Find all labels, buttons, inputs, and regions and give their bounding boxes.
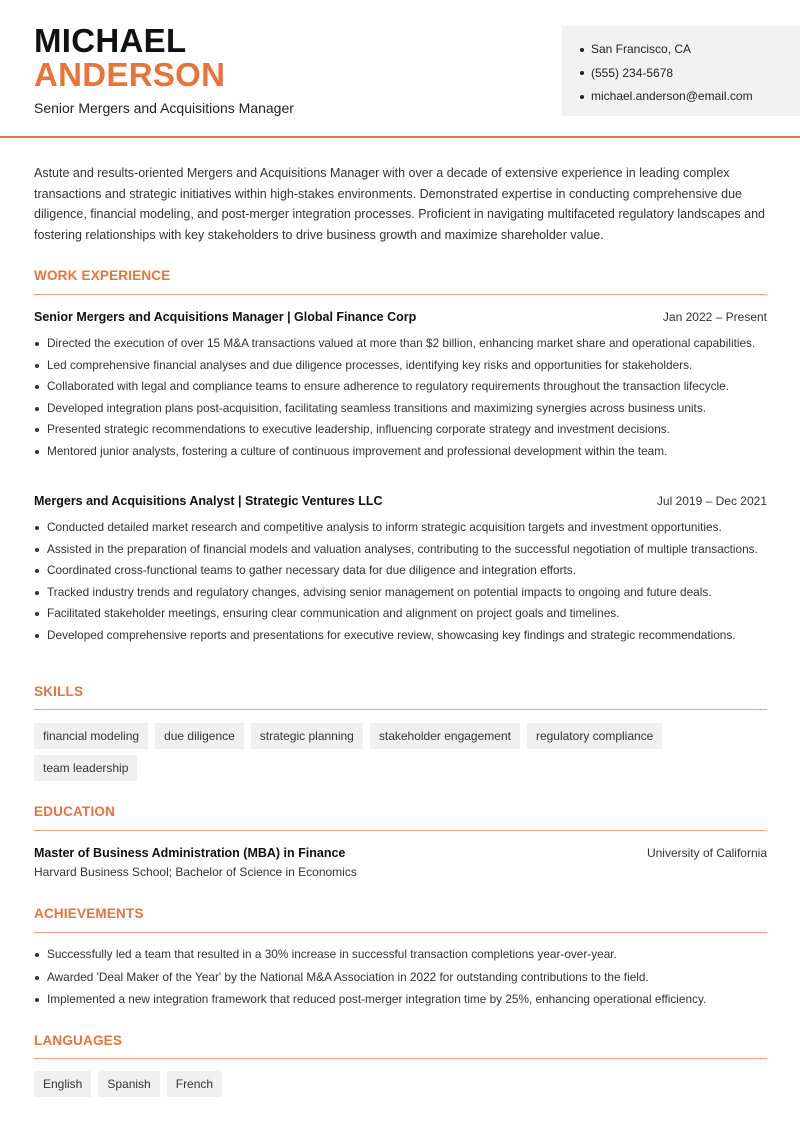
skill-tag: regulatory compliance: [527, 723, 662, 749]
skills-list: [34, 723, 774, 787]
section-title-skills: SKILLS: [34, 684, 84, 699]
degree: Master of Business Administration (MBA) in Finance: [34, 846, 346, 860]
contact-location: [580, 38, 800, 62]
education-details: Harvard Business School; Bachelor of Science in Economics: [34, 865, 357, 879]
section-title-achievements: ACHIEVEMENTS: [34, 906, 144, 921]
bullet-icon: [580, 71, 584, 75]
job-bullets-1: [34, 335, 767, 464]
bullet-icon: [580, 95, 584, 99]
section-divider: [34, 932, 767, 933]
section-title-education: EDUCATION: [34, 804, 116, 819]
phone-text: (555) 234-5678: [591, 65, 674, 80]
list-item: Developed comprehensive reports and presentations for executive review, showcasing key findings and strategic recommendations.: [34, 627, 767, 644]
skill-tag: strategic planning: [251, 723, 363, 749]
list-item: Awarded 'Deal Maker of the Year' by the National M&A Association in 2022 for outstanding contributions to the field.: [34, 969, 767, 986]
list-item: Conducted detailed market research and competitive analysis to inform strategic acquisition targets and investment opportunities.: [34, 519, 767, 536]
location-text: San Francisco, CA: [591, 42, 692, 56]
achievements-list: [34, 946, 767, 1014]
job-role: Mergers and Acquisitions Analyst | Strategic Ventures LLC: [34, 494, 383, 508]
contact-phone: [580, 62, 800, 86]
section-divider: [34, 709, 767, 710]
job-header-2: [34, 494, 767, 508]
list-item: Led comprehensive financial analyses and due diligence processes, identifying key risks and opportunities for stakeholders.: [34, 357, 767, 374]
job-dates: Jul 2019 – Dec 2021: [656, 494, 767, 508]
section-divider: [34, 1058, 767, 1059]
language-tag: English: [34, 1071, 91, 1097]
section-divider: [34, 294, 767, 295]
list-item: Directed the execution of over 15 M&A transactions valued at more than $2 billion, enhancing market share and operational capabilities.: [34, 335, 767, 352]
skill-tag: stakeholder engagement: [370, 723, 520, 749]
job-bullets-2: [34, 519, 767, 648]
language-tag: French: [167, 1071, 222, 1097]
section-title-languages: LANGUAGES: [34, 1033, 123, 1048]
list-item: Presented strategic recommendations to executive leadership, influencing corporate strategy and investment decisions.: [34, 421, 767, 438]
email-text: michael.anderson@email.com: [591, 89, 753, 103]
list-item: Mentored junior analysts, fostering a culture of continuous improvement and professional development within the team.: [34, 443, 767, 460]
university: University of California: [646, 846, 767, 860]
list-item: Collaborated with legal and compliance teams to ensure adherence to regulatory requirements throughout the transaction lifecycle.: [34, 378, 767, 395]
first-name: MICHAEL: [34, 22, 187, 59]
list-item: Coordinated cross-functional teams to gather necessary data for due diligence and integration efforts.: [34, 562, 767, 579]
skill-tag: financial modeling: [34, 723, 148, 749]
bullet-icon: [580, 48, 584, 52]
skill-tag: team leadership: [34, 755, 137, 781]
summary-paragraph: Astute and results-oriented Mergers and Acquisitions Manager with over a decade of extensive experience in leading complex transactions and strategic initiatives within high-stakes environments. Demonstrated expertise in conducting comprehensive due diligence, financial modeling, and post-merger integration processes. Proficient in navigating multifaceted regulatory landscapes and fostering relationships with key stakeholders to drive business growth and maximize shareholder value.: [34, 166, 765, 242]
list-item: Facilitated stakeholder meetings, ensuring clear communication and alignment on project goals and timelines.: [34, 605, 767, 622]
skill-tag: due diligence: [155, 723, 244, 749]
list-item: Tracked industry trends and regulatory changes, advising senior management on potential impacts to ongoing and future deals.: [34, 584, 767, 601]
job-title: Senior Mergers and Acquisitions Manager: [34, 100, 294, 116]
resume-header: [0, 0, 800, 138]
list-item: Developed integration plans post-acquisition, facilitating seamless transitions and maximizing synergies across business units.: [34, 400, 767, 417]
section-divider: [34, 830, 767, 831]
list-item: Implemented a new integration framework that reduced post-merger integration time by 25%, enhancing operational efficiency.: [34, 991, 767, 1008]
contact-box: [562, 26, 800, 116]
language-tag: Spanish: [98, 1071, 159, 1097]
contact-email: [580, 85, 800, 109]
languages-list: [34, 1071, 774, 1103]
job-dates: Jan 2022 – Present: [662, 310, 767, 324]
last-name: ANDERSON: [34, 56, 226, 93]
section-title-work: WORK EXPERIENCE: [34, 268, 171, 283]
list-item: Assisted in the preparation of financial models and valuation analyses, contributing to the successful negotiation of multiple transactions.: [34, 541, 767, 558]
education-header: [34, 846, 767, 860]
list-item: Successfully led a team that resulted in a 30% increase in successful transaction completions year-over-year.: [34, 946, 767, 963]
job-header-1: [34, 310, 767, 324]
job-role: Senior Mergers and Acquisitions Manager | Global Finance Corp: [34, 310, 417, 324]
